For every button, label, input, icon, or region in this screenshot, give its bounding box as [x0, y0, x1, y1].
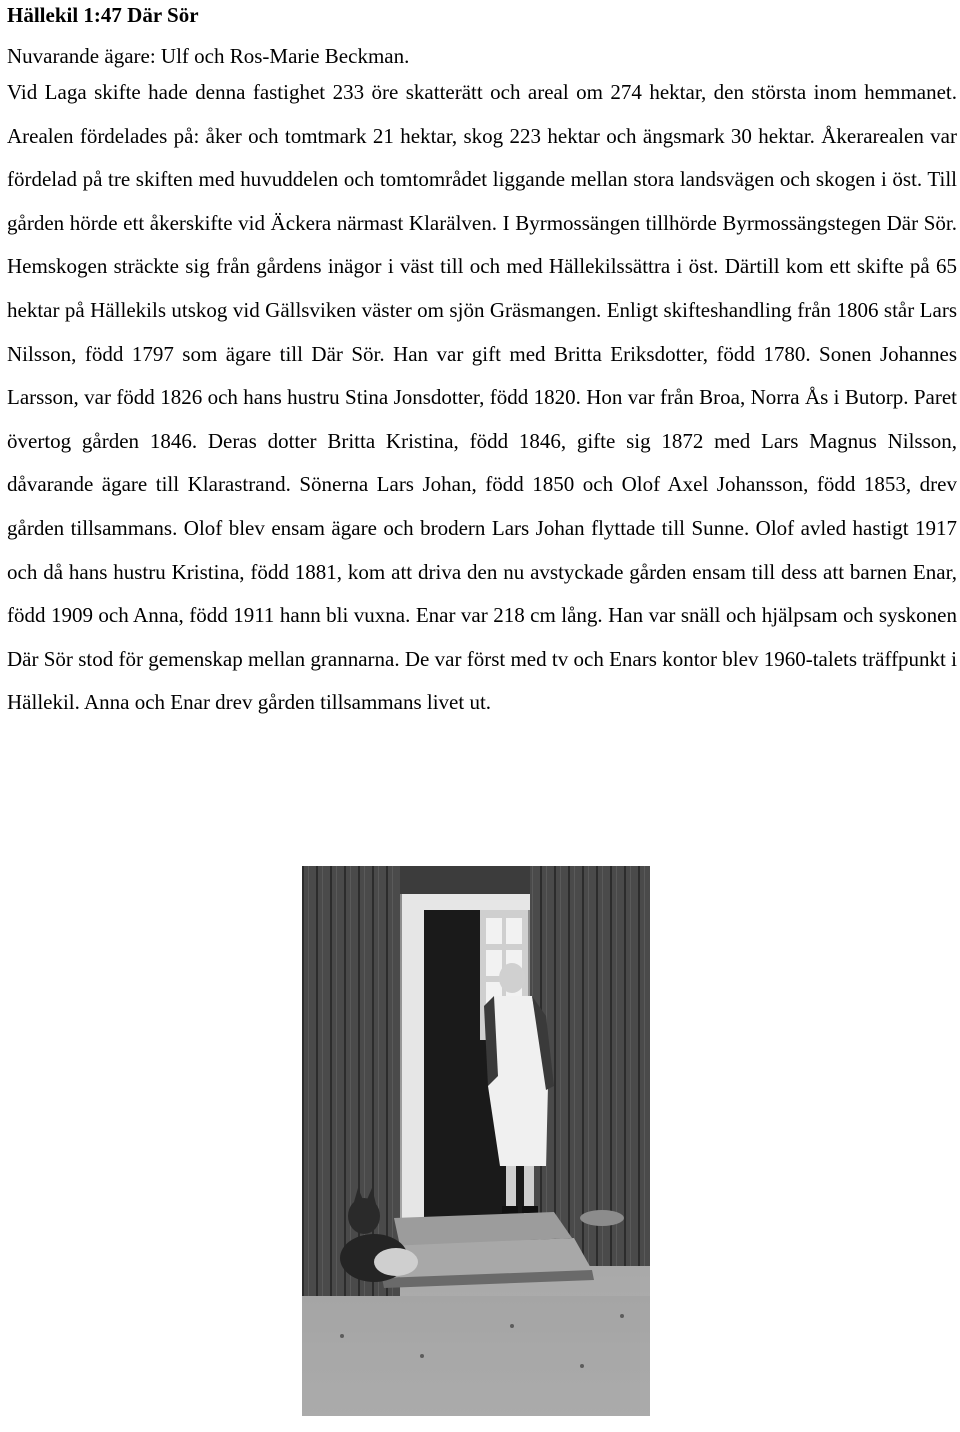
document-title: Hällekil 1:47 Där Sör — [7, 3, 199, 27]
owner-line: Nuvarande ägare: Ulf och Ros-Marie Beckman. — [7, 44, 410, 68]
farmhouse-photo — [302, 866, 650, 1416]
document-page — [7, 0, 957, 725]
history-paragraph: Vid Laga skifte hade denna fastighet 233 öre skatterätt och areal om 274 hektar, den största inom hemmanet. Arealen fördelades på: åker och tomtmark 21 hektar, skog 223 hektar och ängsmark 30 hektar. Åkerarealen var fördelad på tre skiften med huvuddelen och tomtområdet liggande mellan stora landsvägen och skogen i öst. Till gården hörde ett åkerskifte vid Äckera närmast Klarälven. I Byrmossängen tillhörde Byrmossängstegen Där Sör. Hemskogen sträckte sig från gårdens inägor i väst till och med Hällekilssättra i öst. Därtill kom ett skifte på 65 hektar på Hällekils utskog vid Gällsviken väster om sjön Gräsmangen. Enligt skifteshandling från 1806 står Lars Nilsson, född 1797 som ägare till Där Sör. Han var gift med Britta Eriksdotter, född 1780. Sonen Johannes Larsson, var född 1826 och hans hustru Stina Jonsdotter, född 1820. Hon var från Broa, Norra Ås i Butorp. Paret övertog gården 1846. Deras dotter Britta Kristina, född 1846, gifte sig 1872 med Lars Magnus Nilsson, dåvarande ägare till Klarastrand. Sönerna Lars Johan, född 1850 och Olof Axel Johansson, född 1853, drev gården tillsammans. Olof blev ensam ägare och brodern Lars Johan flyttade till Sunne. Olof avled hastigt 1917 och då hans hustru Kristina, född 1881, kom att driva den nu avstyckade gården ensam till dess att barnen Enar, född 1909 och Anna, född 1911 hann bli vuxna. Enar var 218 cm lång. Han var snäll och hjälpsam och syskonen Där Sör stod för gemenskap mellan grannarna. De var först med tv och Enars kontor blev 1960-talets träffpunkt i Hällekil. Anna och Enar drev gården tillsammans livet ut. — [7, 80, 957, 715]
